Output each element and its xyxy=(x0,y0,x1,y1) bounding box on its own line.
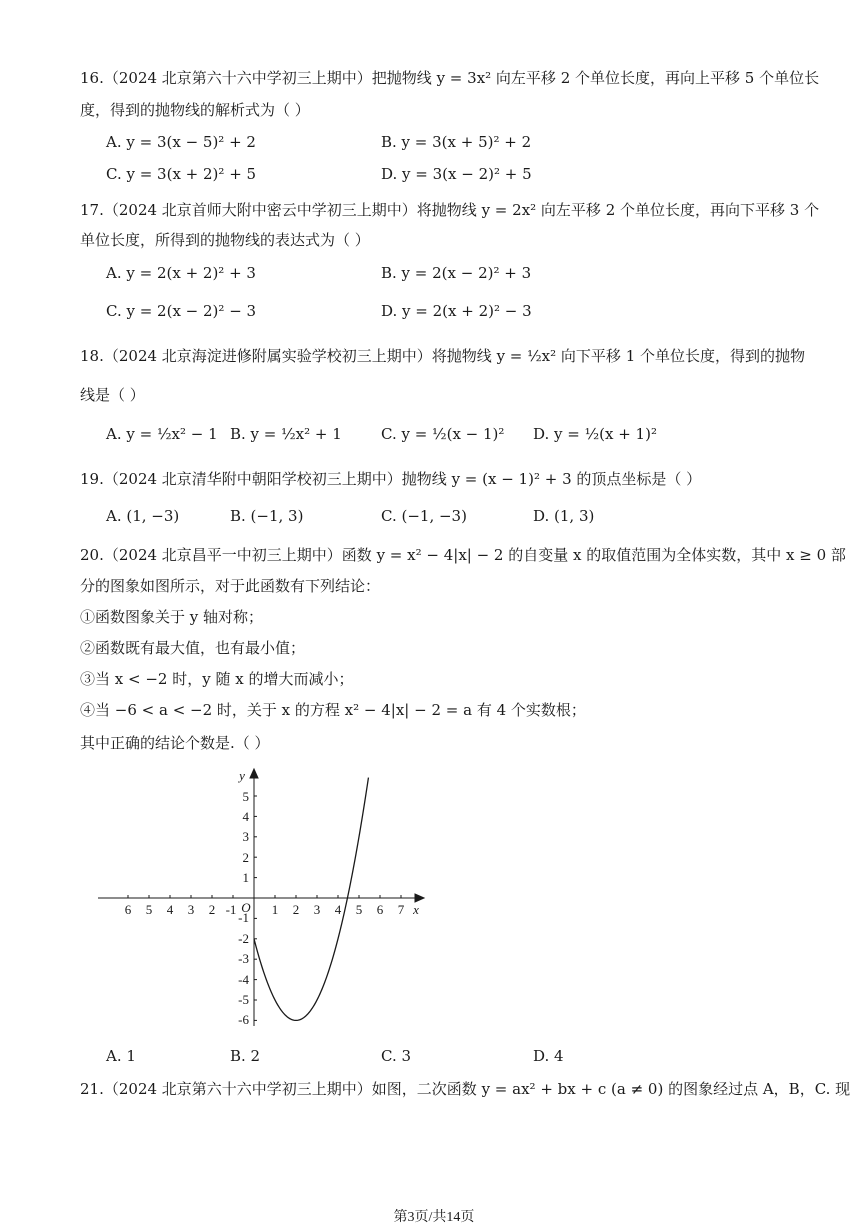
q16-option-d[interactable]: D. y = 3(x − 2)² + 5 xyxy=(381,165,532,183)
y-tick-label-1: 1 xyxy=(242,870,249,885)
q20-stem-line2: 分的图象如图所示，对于此函数有下列结论： xyxy=(80,577,381,595)
q20-option-a[interactable]: A. 1 xyxy=(106,1047,136,1065)
y-tick-label-neg1: -1 xyxy=(238,910,249,925)
y-tick-label-neg3: -3 xyxy=(238,951,249,966)
y-tick-label-2: 2 xyxy=(242,850,249,865)
y-tick-label-neg4: -4 xyxy=(238,972,249,987)
x-tick-label-neg1: -1 xyxy=(225,902,237,917)
q20-stem-line1: 20.（2024 北京昌平一中初三上期中）函数 y = x² − 4|x| − 2 的自变量 x 的取值范围为全体实数，其中 x ≥ 0 部 xyxy=(80,546,846,564)
q18-stem-line2: 线是（ ） xyxy=(80,386,145,404)
x-tick-label-4: 4 xyxy=(334,902,342,917)
y-tick-label-neg6: -6 xyxy=(238,1012,249,1027)
q20-conclusion-3: ③当 x < −2 时，y 随 x 的增大而减小； xyxy=(80,670,354,688)
y-axis-label: y xyxy=(239,768,245,783)
q20-option-c[interactable]: C. 3 xyxy=(381,1047,412,1065)
x-tick-label-neg4: 4 xyxy=(166,902,174,917)
q19-option-c[interactable]: C. (−1, −3) xyxy=(381,507,467,525)
y-tick-label-neg5: -5 xyxy=(238,992,249,1007)
q20-conclusion-1: ①函数图象关于 y 轴对称； xyxy=(80,608,264,626)
q18-option-a[interactable]: A. y = ½x² − 1 xyxy=(106,425,218,443)
parabola-curve xyxy=(254,778,368,1021)
y-tick-label-neg2: -2 xyxy=(238,931,249,946)
q18-option-b[interactable]: B. y = ½x² + 1 xyxy=(230,425,342,443)
x-tick-label-3: 3 xyxy=(313,902,321,917)
q19-option-b[interactable]: B. (−1, 3) xyxy=(230,507,304,525)
y-tick-label-4: 4 xyxy=(242,809,249,824)
q20-option-d[interactable]: D. 4 xyxy=(533,1047,564,1065)
x-tick-label-neg2: 2 xyxy=(208,902,216,917)
x-axis-arrow xyxy=(415,894,424,902)
q17-option-a[interactable]: A. y = 2(x + 2)² + 3 xyxy=(106,264,256,282)
x-tick-label-2: 2 xyxy=(292,902,300,917)
q18-stem-line1: 18.（2024 北京海淀进修附属实验学校初三上期中）将抛物线 y = ½x² 向下平移 1 个单位长度，得到的抛物 xyxy=(80,347,806,365)
q17-stem-line1: 17.（2024 北京首师大附中密云中学初三上期中）将抛物线 y = 2x² 向左平移 2 个单位长度，再向下平移 3 个 xyxy=(80,201,820,219)
q16-stem-line2: 度，得到的抛物线的解析式为（ ） xyxy=(80,101,310,119)
q17-option-c[interactable]: C. y = 2(x − 2)² − 3 xyxy=(106,302,257,320)
q19-stem: 19.（2024 北京清华附中朝阳学校初三上期中）抛物线 y = (x − 1)² + 3 的顶点坐标是（ ） xyxy=(80,470,702,488)
q17-option-b[interactable]: B. y = 2(x − 2)² + 3 xyxy=(381,264,532,282)
q20-conclusion-4: ④当 −6 < a < −2 时，关于 x 的方程 x² − 4|x| − 2 = a 有 4 个实数根； xyxy=(80,701,586,719)
q20-conclusion-2: ②函数既有最大值，也有最小值； xyxy=(80,639,306,657)
q20-question: 其中正确的结论个数是.（ ） xyxy=(80,734,270,752)
x-tick-label-neg5: 5 xyxy=(145,902,153,917)
x-tick-label-5: 5 xyxy=(355,902,363,917)
q16-stem-line1: 16.（2024 北京第六十六中学初三上期中）把抛物线 y = 3x² 向左平移 2 个单位长度，再向上平移 5 个单位长 xyxy=(80,69,820,87)
x-tick-label-neg3: 3 xyxy=(187,902,195,917)
q20-option-b[interactable]: B. 2 xyxy=(230,1047,261,1065)
q17-stem-line2: 单位长度，所得到的抛物线的表达式为（ ） xyxy=(80,231,370,249)
x-tick-label-6: 6 xyxy=(376,902,384,917)
q16-option-a[interactable]: A. y = 3(x − 5)² + 2 xyxy=(106,133,256,151)
x-tick-label-neg6: 6 xyxy=(124,902,132,917)
y-tick-label-3: 3 xyxy=(242,829,249,844)
q21-stem-line1: 21.（2024 北京第六十六中学初三上期中）如图，二次函数 y = ax² + bx + c (a ≠ 0) 的图象经过点 A，B，C. 现 xyxy=(80,1080,851,1098)
parabola-graph xyxy=(90,764,430,1036)
q16-option-c[interactable]: C. y = 3(x + 2)² + 5 xyxy=(106,165,257,183)
y-tick-label-5: 5 xyxy=(242,789,249,804)
q19-option-d[interactable]: D. (1, 3) xyxy=(533,507,595,525)
origin-label: O xyxy=(241,900,251,915)
q19-option-a[interactable]: A. (1, −3) xyxy=(106,507,180,525)
x-tick-label-7: 7 xyxy=(397,902,405,917)
q18-option-d[interactable]: D. y = ½(x + 1)² xyxy=(533,425,657,443)
page-footer: 第3页/共14页 xyxy=(393,1210,475,1225)
x-axis-label: x xyxy=(413,902,419,917)
y-axis-arrow xyxy=(250,769,258,778)
q16-option-b[interactable]: B. y = 3(x + 5)² + 2 xyxy=(381,133,532,151)
x-tick-label-1: 1 xyxy=(271,902,279,917)
q17-option-d[interactable]: D. y = 2(x + 2)² − 3 xyxy=(381,302,532,320)
q18-option-c[interactable]: C. y = ½(x − 1)² xyxy=(381,425,505,443)
